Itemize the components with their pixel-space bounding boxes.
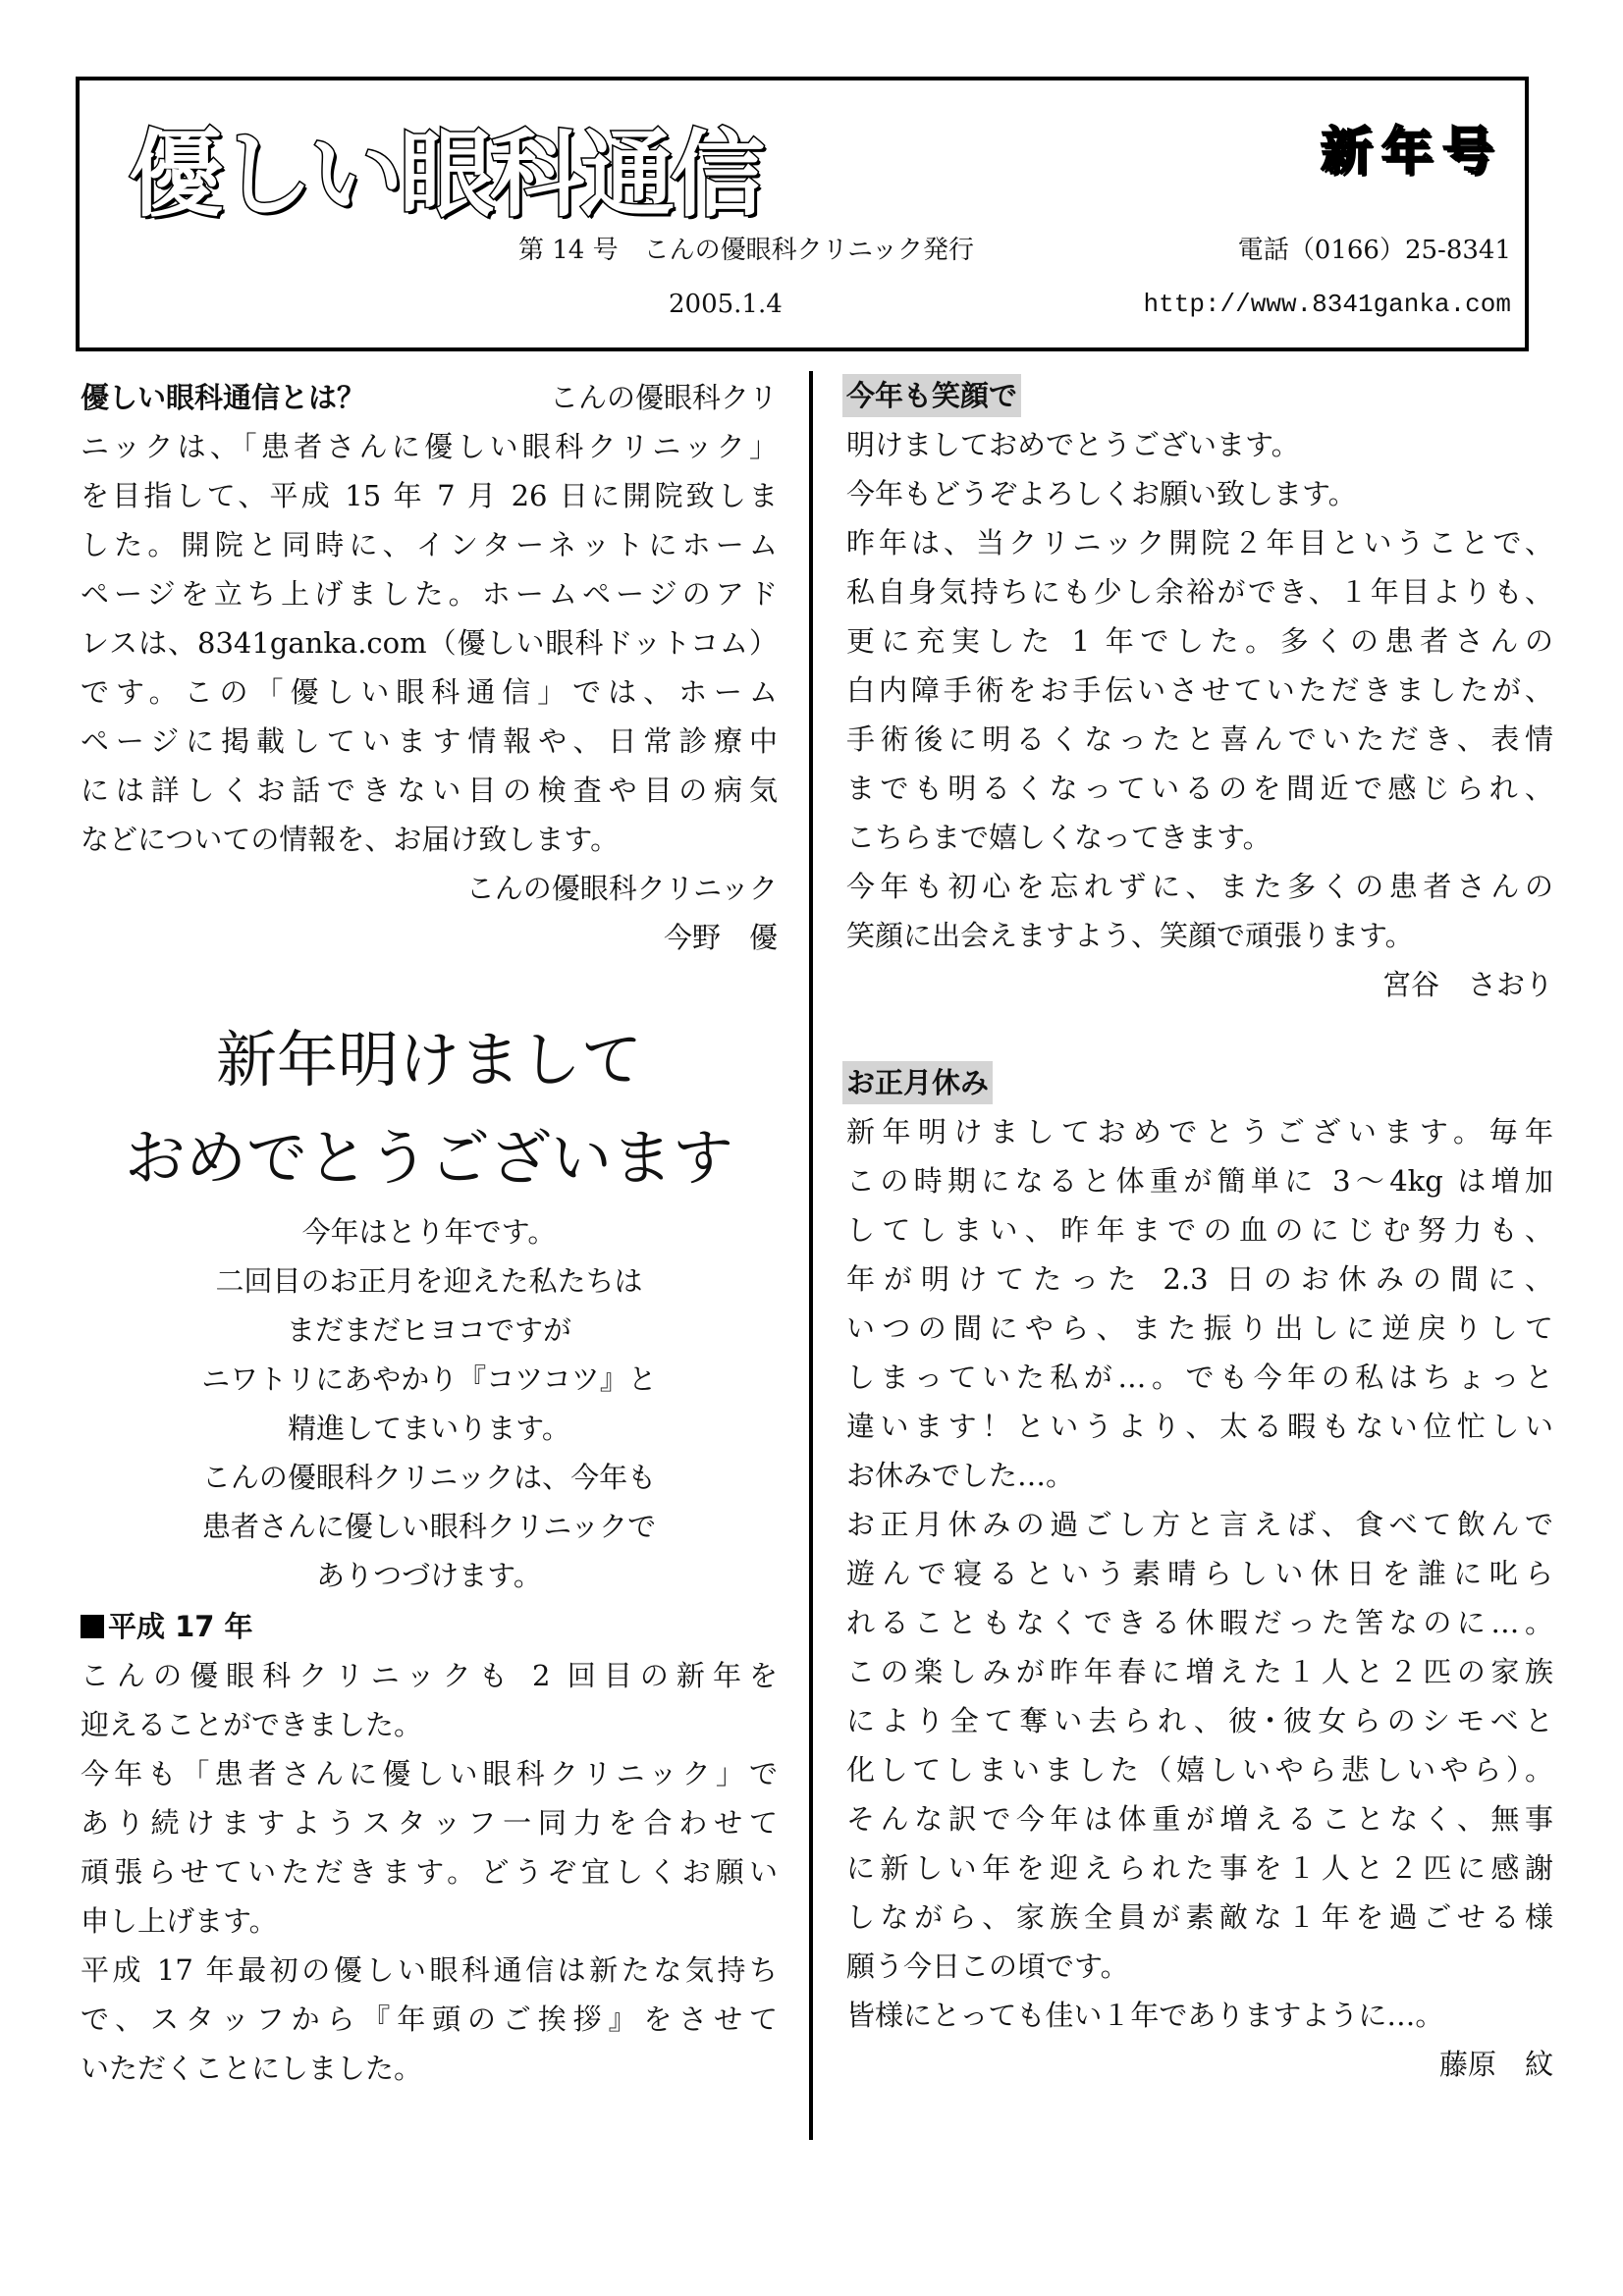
holiday-line: 化してしまいました（嬉しいやら悲しいやら）。 (846, 1753, 1553, 1787)
intro-signature-org: こんの優眼科クリニック (465, 872, 778, 905)
holiday-line: してしまい、昨年までの血のにじむ努力も、 (846, 1213, 1553, 1247)
smile-line: 手術後に明るくなったと喜んでいただき、表情 (846, 722, 1553, 756)
intro-section (81, 373, 778, 962)
new-year-greeting (81, 1011, 778, 1207)
smile-heading-row (846, 371, 1553, 420)
holiday-signature: 藤原 紋 (1438, 2048, 1553, 2081)
holiday-line: しまっていた私が…。でも今年の私はちょっと (846, 1361, 1553, 1394)
intro-signature-name: 今野 優 (663, 921, 778, 954)
smile-heading: 今年も笑顔で (842, 374, 1021, 417)
smile-line: 明けましておめでとうございます。 (846, 428, 1300, 461)
smile-line: 私自身気持ちにも少し余裕ができ、１年目よりも、 (846, 575, 1553, 609)
smile-line: こちらまで嬉しくなってきます。 (846, 821, 1271, 854)
holiday-heading: お正月休み (842, 1061, 993, 1104)
heisei-line: 迎えることができました。 (81, 1708, 423, 1741)
poem-line: 今年はとり年です。 (301, 1215, 557, 1249)
poem-line: ありつづけます。 (316, 1559, 542, 1592)
holiday-line: 年が明けてたった 2.3 日のお休みの間に、 (846, 1262, 1553, 1296)
holiday-line: により全て奪い去られ、彼･彼女らのシモベと (846, 1704, 1553, 1737)
column-divider (809, 371, 813, 2140)
newsletter-title: 優しい眼科通信 (129, 120, 761, 230)
smile-line: 笑顔に出会えますよう、笑顔で頑張ります。 (846, 919, 1414, 952)
poem-line: 患者さんに優しい眼科クリニックで (201, 1510, 657, 1543)
heisei-heading (81, 1602, 778, 1651)
holiday-line: この時期になると体重が簡単に 3〜4kg は増加 (846, 1164, 1553, 1198)
poem-line: こんの優眼科クリニックは、今年も (201, 1461, 657, 1494)
smile-signature: 宮谷 さおり (1381, 968, 1553, 1001)
holiday-line: いつの間にやら、また振り出しに逆戻りして (846, 1311, 1553, 1345)
heisei-line: 今年も「患者さんに優しい眼科クリニック」で (81, 1757, 778, 1790)
heisei-line: あり続けますようスタッフ一同力を合わせて (81, 1806, 778, 1840)
holiday-line: れることもなくできる休暇だった筈なのに…。 (846, 1606, 1553, 1639)
holiday-line: しながら、家族全員が素敵な１年を過ごせる様 (846, 1900, 1553, 1934)
poem-line: 精進してまいります。 (288, 1412, 570, 1445)
smile-line: 更に充実した 1 年でした。多くの患者さんの (846, 624, 1553, 658)
holiday-section (846, 1058, 1553, 2089)
smile-line: 白内障手術をお手伝いさせていただきましたが、 (846, 673, 1553, 707)
smile-line: 今年も初心を忘れずに、また多くの患者さんの (846, 870, 1553, 903)
intro-text-start: こんの優眼科クリ (549, 381, 778, 414)
holiday-line: そんな訳で今年は体重が増えることなく、無事 (846, 1802, 1553, 1836)
greeting-poem (81, 1207, 778, 1600)
holiday-line: この楽しみが昨年春に増えた１人と２匹の家族 (846, 1655, 1553, 1688)
holiday-line: お休みでした…。 (846, 1459, 1075, 1492)
heisei-line: 申し上げます。 (81, 1904, 278, 1938)
intro-line: には詳しくお話できない目の検査や目の病気 (81, 774, 778, 807)
masthead-box (76, 77, 1529, 351)
black-square-icon (81, 1615, 104, 1638)
intro-line: ページを立ち上げました。ホームページのアド (81, 577, 778, 611)
heisei-line: こんの優眼科クリニックも 2 回目の新年を (81, 1659, 778, 1692)
smile-section (846, 371, 1553, 1009)
greeting-line: 新年明けまして (215, 1024, 642, 1095)
intro-line: を目指して、平成 15 年 7 月 26 日に開院致しま (81, 479, 778, 512)
intro-heading: 優しい眼科通信とは？ (81, 381, 366, 414)
website-url[interactable]: http://www.8341ganka.com (1143, 290, 1511, 319)
issue-label: 新年号 (1320, 123, 1503, 182)
holiday-line: 違います！というより、太る暇もない位忙しい (846, 1410, 1553, 1443)
smile-line: 今年もどうぞよろしくお願い致します。 (846, 477, 1357, 510)
intro-line: などについての情報を、お届け致します。 (81, 823, 620, 856)
holiday-heading-row (846, 1058, 1553, 1107)
intro-first-line (81, 373, 778, 422)
heisei-line: 頑張らせていただきます。どうぞ宜しくお願い (81, 1855, 778, 1889)
holiday-line: 皆様にとっても佳い１年でありますように…。 (846, 1999, 1444, 2032)
poem-line: ニワトリにあやかり『コツコツ』と (201, 1362, 657, 1396)
intro-line: です。この「優しい眼科通信」では、ホーム (81, 675, 778, 709)
heisei-line: 平成 17 年最初の優しい眼科通信は新たな気持ち (81, 1953, 778, 1987)
intro-line: した。開院と同時に、インターネットにホーム (81, 528, 778, 561)
holiday-line: お正月休みの過ごし方と言えば、食べて飲んで (846, 1508, 1553, 1541)
heisei-section (81, 1602, 778, 2093)
smile-line: 昨年は、当クリニック開院２年目ということで、 (846, 526, 1553, 560)
greeting-line: おめでとうございます (124, 1122, 733, 1194)
smile-line: までも明るくなっているのを間近で感じられ、 (846, 772, 1553, 805)
holiday-line: 新年明けましておめでとうございます。毎年 (846, 1115, 1553, 1148)
issue-number: 第 14 号 こんの優眼科クリニック発行 (518, 236, 975, 265)
issue-date: 2005.1.4 (669, 290, 783, 319)
intro-line: ページに掲載しています情報や、日常診療中 (81, 724, 778, 758)
intro-line: レスは、8341ganka.com（優しい眼科ドットコム） (81, 626, 778, 660)
holiday-line: 遊んで寝るという素晴らしい休日を誰に叱ら (846, 1557, 1553, 1590)
poem-line: まだまだヒヨコですが (286, 1313, 571, 1347)
intro-line: ニックは、「患者さんに優しい眼科クリニック」 (81, 430, 778, 463)
heisei-line: で、スタッフから『年頭のご挨拶』をさせて (81, 2002, 778, 2036)
poem-line: 二回目のお正月を迎えた私たちは (215, 1264, 643, 1298)
heisei-heading-text: 平成 17 年 (108, 1610, 253, 1643)
holiday-line: 願う今日この頃です。 (846, 1949, 1129, 1983)
holiday-line: に新しい年を迎えられた事を１人と２匹に感謝 (846, 1851, 1553, 1885)
heisei-line: いただくことにしました。 (81, 2052, 423, 2085)
phone-number: 電話（0166）25-8341 (1237, 236, 1511, 265)
